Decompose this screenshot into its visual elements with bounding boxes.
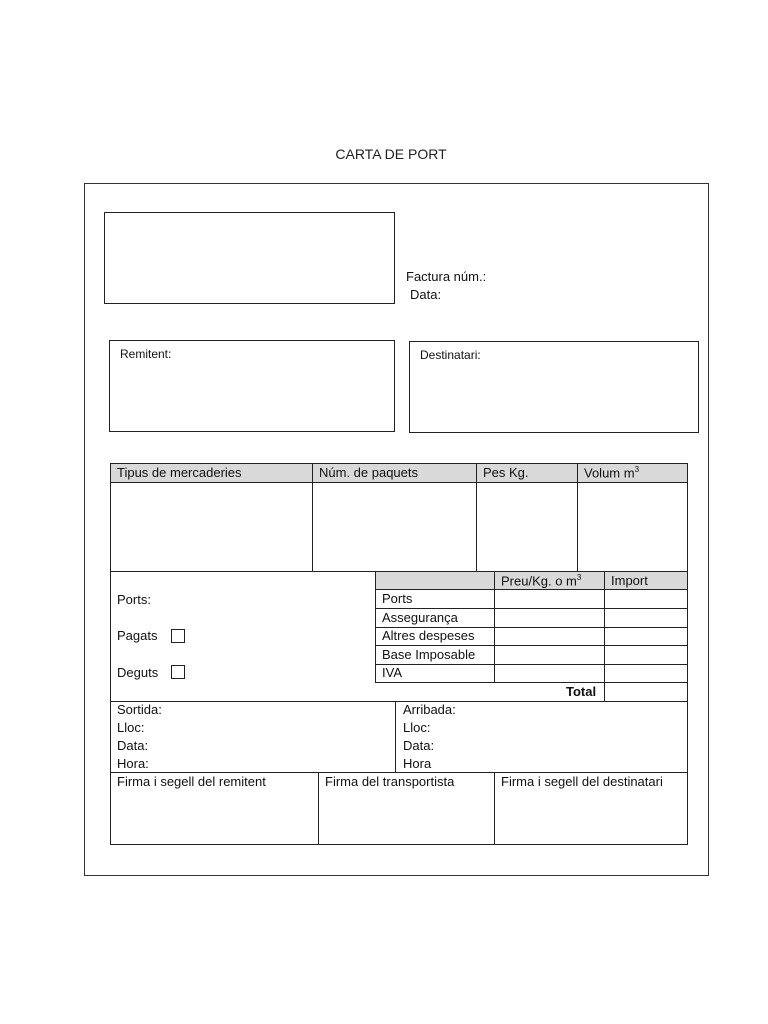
- costs-row-divider-3: [375, 645, 688, 646]
- goods-col-type: Tipus de mercaderies: [117, 465, 242, 480]
- costs-row-divider-1: [375, 608, 688, 609]
- goods-cell-volume[interactable]: [580, 484, 686, 570]
- sender-box[interactable]: [109, 340, 395, 432]
- signature-sender-area[interactable]: [112, 792, 316, 843]
- goods-cell-weight[interactable]: [479, 484, 575, 570]
- signature-sender-label: Firma i segell del remitent: [117, 774, 266, 789]
- goods-col-volume: Volum $m^3$: [584, 465, 640, 481]
- pagats-label: Pagats: [117, 628, 158, 643]
- goods-cell-packages[interactable]: [315, 484, 474, 570]
- goods-col-divider-3: [577, 463, 578, 572]
- costs-col-import: Import: [611, 573, 648, 588]
- ports-label: Ports:: [117, 592, 151, 607]
- deguts-checkbox[interactable]: [171, 665, 185, 679]
- company-box[interactable]: [104, 212, 395, 304]
- import-cell-total[interactable]: [606, 684, 687, 701]
- pagats-checkbox[interactable]: [171, 629, 185, 643]
- document-title: CARTA DE PORT: [335, 146, 447, 162]
- arrival-place-label: Lloc:: [403, 720, 431, 735]
- departure-time-label: Hora:: [117, 756, 149, 771]
- sender-label: Remitent:: [120, 347, 172, 361]
- costs-row-divider-0: [375, 589, 688, 590]
- goods-col-divider-2: [476, 463, 477, 572]
- arrival-label: Arribada:: [403, 702, 456, 717]
- recipient-box[interactable]: [409, 341, 699, 433]
- costs-row-divider-5: [375, 682, 688, 683]
- signature-recipient-area[interactable]: [496, 792, 686, 843]
- arrival-time-label: Hora: [403, 756, 432, 771]
- costs-row-iva: IVA: [382, 665, 402, 680]
- deguts-label: Deguts: [117, 665, 159, 680]
- costs-row-base-imposable: Base Imposable: [382, 647, 476, 662]
- signature-carrier-area[interactable]: [320, 792, 492, 843]
- departure-place-label: Lloc:: [117, 720, 145, 735]
- goods-cell-type[interactable]: [113, 484, 310, 570]
- arrival-date-label: Data:: [403, 738, 435, 753]
- recipient-label: Destinatari:: [420, 348, 481, 362]
- price-cell-ports[interactable]: [496, 591, 603, 607]
- signature-divider-1: [318, 772, 319, 845]
- departure-label: Sortida:: [117, 702, 162, 717]
- departure-arrival-section: [110, 701, 688, 773]
- goods-col-divider-1: [312, 463, 313, 572]
- costs-row-assegurança: Assegurança: [382, 610, 458, 625]
- costs-col-price: Preu/Kg. o $m^3$: [501, 573, 582, 589]
- goods-header-divider: [110, 482, 688, 483]
- invoice-number-label: Factura núm.:: [406, 269, 487, 284]
- invoice-date-label: Data:: [410, 287, 442, 302]
- signature-divider-2: [494, 772, 495, 845]
- departure-arrival-divider: [395, 701, 396, 773]
- costs-row-ports: Ports: [382, 591, 413, 606]
- signature-recipient-label: Firma i segell del destinatari: [501, 774, 663, 789]
- signature-carrier-label: Firma del transportista: [325, 774, 455, 789]
- goods-col-weight: Pes Kg.: [483, 465, 529, 480]
- costs-total-label: Total: [566, 684, 597, 699]
- costs-row-divider-4: [375, 664, 688, 665]
- import-cell-ports[interactable]: [606, 591, 687, 607]
- costs-row-altres-despeses: Altres despeses: [382, 628, 475, 643]
- goods-col-packages: Núm. de paquets: [319, 465, 419, 480]
- departure-date-label: Data:: [117, 738, 149, 753]
